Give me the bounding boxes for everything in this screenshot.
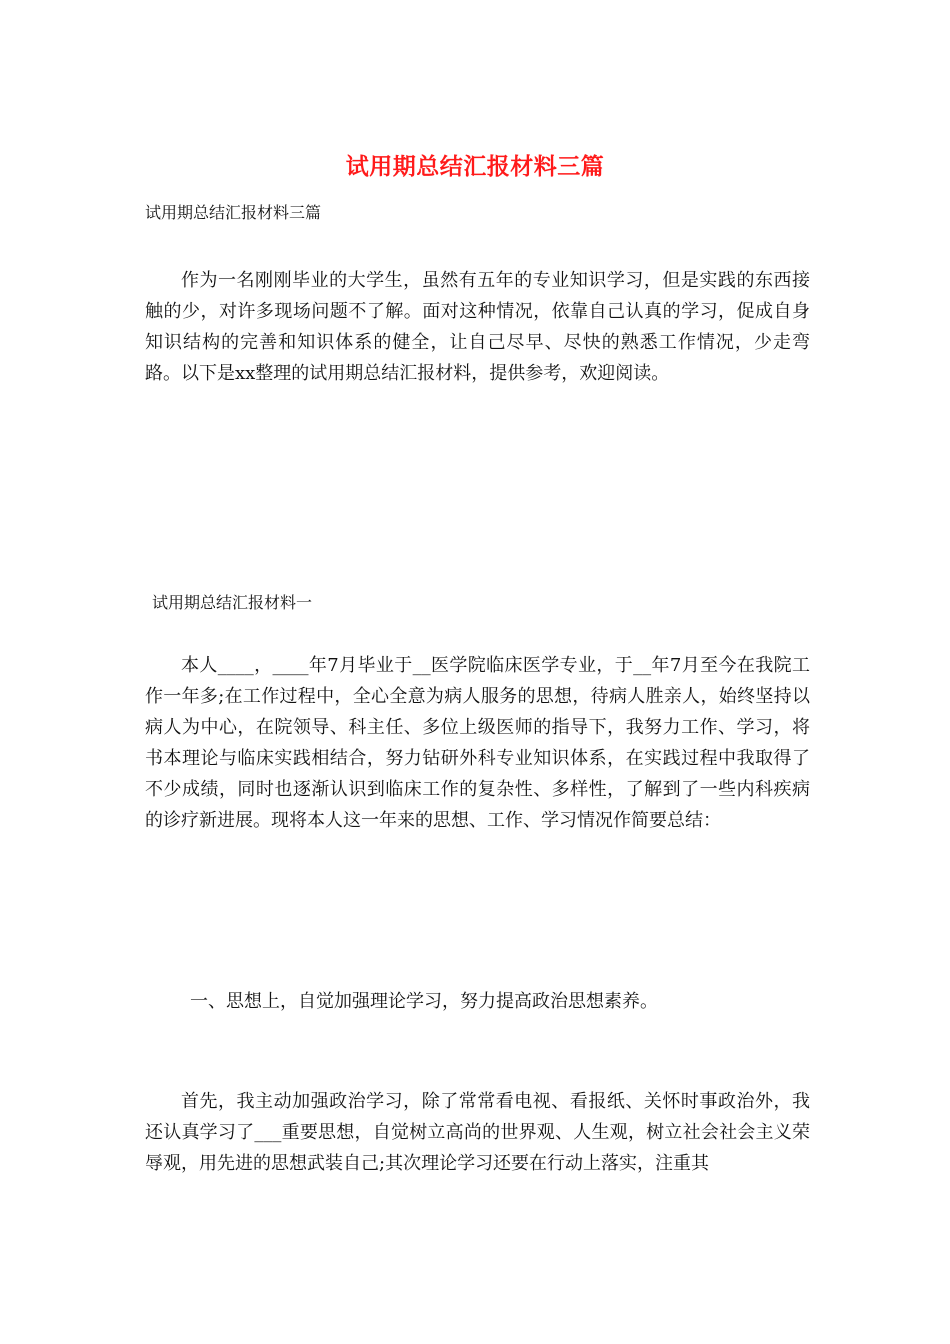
part-one-paragraph: 本人____，____年7月毕业于__医学院临床医学专业，于__年7月至今在我院工作一年多;在工作过程中，全心全意为病人服务的思想，待病人胜亲人，始终坚持以病人为中心，在院领导、科主任、多位上级医师的指导下，我努力工作、学习，将书本理论与临床实践相结合，努力钻研外科专业知识体系，在实践过程中我取得了不少成绩，同时也逐渐认识到临床工作的复杂性、多样性，了解到了一些内科疾病的诊疗新进展。现将本人这一年来的思想、工作、学习情况作简要总结： (145, 655, 810, 831)
document-subtitle: 试用期总结汇报材料三篇 (145, 203, 322, 222)
document-title: 试用期总结汇报材料三篇 (345, 153, 605, 180)
part-one-heading: 试用期总结汇报材料一 (152, 593, 313, 612)
section-one-heading: 一、思想上，自觉加强理论学习，努力提高政治思想素养。 (190, 991, 658, 1012)
section-one-paragraph: 首先，我主动加强政治学习，除了常常看电视、看报纸、关怀时事政治外，我还认真学习了___重要思想，自觉树立高尚的世界观、人生观，树立社会社会主义荣辱观，用先进的思想武装自己;其次理论学习还要在行动上落实，注重其 (145, 1091, 810, 1174)
intro-paragraph: 作为一名刚刚毕业的大学生，虽然有五年的专业知识学习，但是实践的东西接触的少，对许多现场问题不了解。面对这种情况，依靠自己认真的学习，促成自身知识结构的完善和知识体系的健全，让自己尽早、尽快的熟悉工作情况，少走弯路。以下是xx整理的试用期总结汇报材料，提供参考，欢迎阅读。 (145, 270, 810, 384)
